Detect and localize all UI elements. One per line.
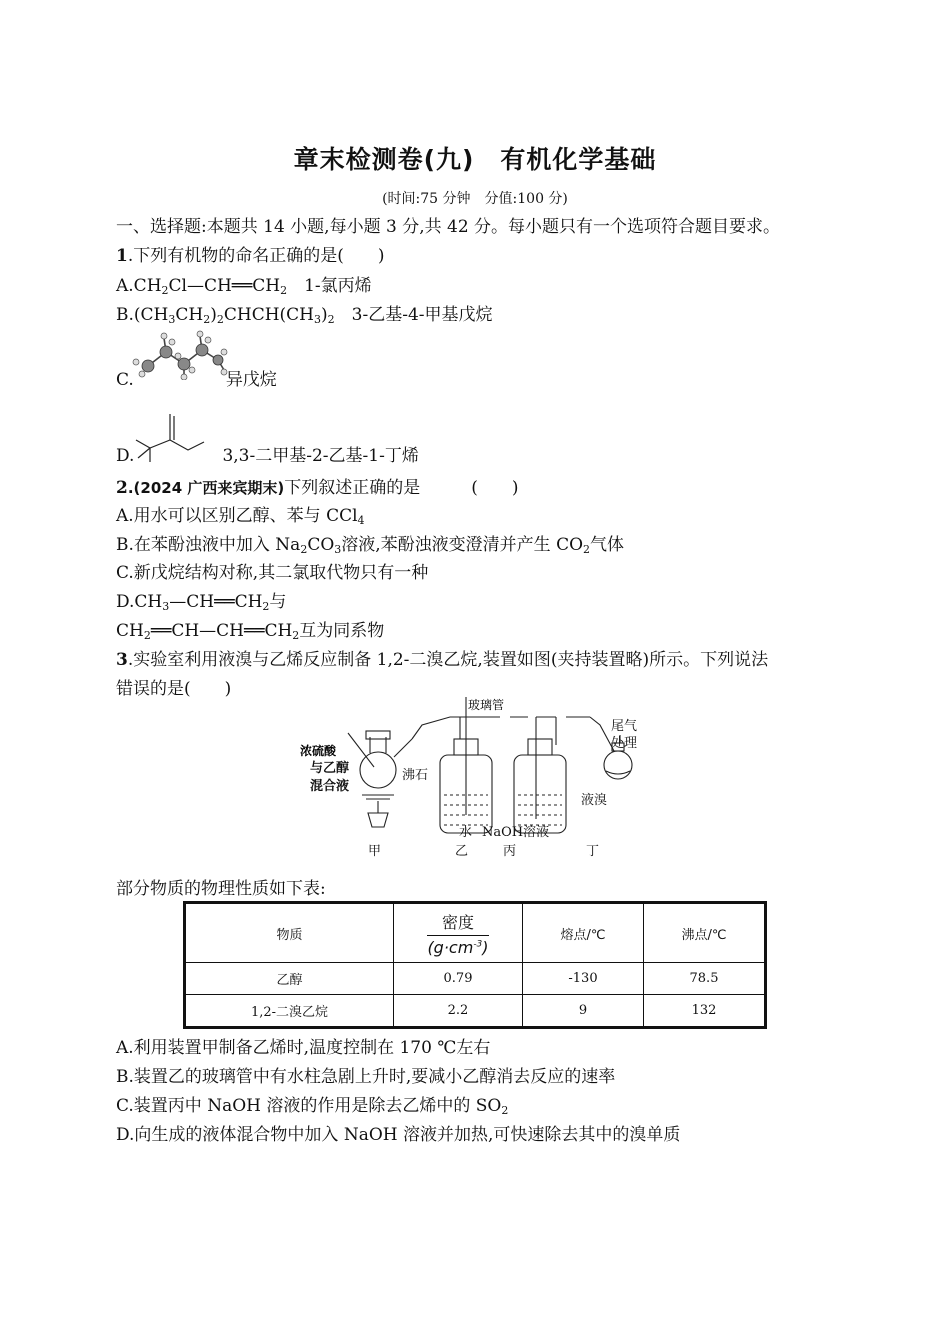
q2-option-d2 <box>116 620 384 642</box>
tail-gas-1: 尾气 <box>611 719 638 734</box>
q2-d2-rest: ══CH—CH══CH <box>150 621 293 641</box>
q3-option-d: D.向生成的液体混合物中加入 NaOH 溶液并加热,可快速除去其中的溴单质 <box>116 1125 681 1145</box>
q1-option-a <box>116 275 372 297</box>
q2-b-pre: B.在苯酚浊液中加入 Na <box>116 535 301 555</box>
label-naoh: NaOH溶液 <box>482 825 550 840</box>
q2-stem <box>116 477 519 499</box>
q1-option-c <box>116 369 277 391</box>
table-cell: -130 <box>523 963 644 995</box>
q3-option-c <box>116 1095 508 1117</box>
q2-option-c: C.新戊烷结构对称,其二氯取代物只有一种 <box>116 563 429 583</box>
label-jia: 甲 <box>368 844 382 859</box>
label-liquid-bromine: 液溴 <box>581 793 608 808</box>
q3-stem <box>116 649 768 671</box>
q1-b-name: 3-乙基-4-甲基戊烷 <box>334 305 493 325</box>
q2-d1-pre: D.CH <box>116 592 163 612</box>
table-cell: 2.2 <box>394 995 523 1028</box>
q1-d-label: D. <box>116 446 135 466</box>
q3-number: 3 <box>116 650 128 670</box>
label-ding: 丁 <box>586 844 600 859</box>
q1-c-label: C. <box>116 370 134 390</box>
th-boiling: 沸点/℃ <box>644 903 766 963</box>
q1-number: 1 <box>116 246 128 266</box>
density-unit: $(g\cdot cm^{-3})$ <box>427 937 489 957</box>
label-tail-gas <box>611 718 637 752</box>
label-bing: 丙 <box>503 844 517 859</box>
sub: 2 <box>143 629 151 642</box>
table-cell: 9 <box>523 995 644 1028</box>
q2-option-a <box>116 505 365 527</box>
sub: 3 <box>334 543 342 556</box>
table-cell: 乙醇 <box>185 963 394 995</box>
q1-d-name: 3,3-二甲基-2-乙基-1-丁烯 <box>222 446 419 466</box>
q1-option-b: $B.(CH_3CH_2)_2CHCH(CH_3)_2$ 3-乙基-4-甲基戊烷 <box>116 305 493 326</box>
q2-b-mid: CO <box>307 535 335 555</box>
q3-stem-2: 错误的是( ) <box>116 679 232 699</box>
q1-a-name: 1-氯丙烯 <box>287 276 372 296</box>
sub: 2 <box>300 543 308 556</box>
sub: 2 <box>583 543 591 556</box>
density-fraction <box>427 910 488 957</box>
sub: 2 <box>203 313 211 326</box>
sub: 2 <box>216 313 224 326</box>
q2-option-d1 <box>116 591 286 613</box>
q2-stem-text: 下列叙述正确的是 ( ) <box>284 478 519 498</box>
q3-option-a: A.利用装置甲制备乙烯时,温度控制在 170 ℃左右 <box>116 1038 491 1058</box>
th-density <box>394 903 523 963</box>
table-intro: 部分物质的物理性质如下表: <box>116 879 326 899</box>
q1-c-name: 异戊烷 <box>225 370 277 390</box>
sub: 2 <box>280 284 288 297</box>
q2-d1-end: 与 <box>269 592 287 612</box>
sub: 2 <box>161 284 169 297</box>
q2-option-b <box>116 534 624 556</box>
table-header-row <box>185 903 766 963</box>
sub: 2 <box>327 313 335 326</box>
q3-stem-text: .实验室利用液溴与乙烯反应制备 1,2-二溴乙烷,装置如图(夹持装置略)所示。下列说法 <box>127 650 769 670</box>
table-cell: 132 <box>644 995 766 1028</box>
apparatus-diagram <box>300 695 650 860</box>
label-mixture <box>310 742 349 796</box>
sub: 3 <box>168 313 176 326</box>
q3-c-text: C.装置丙中 NaOH 溶液的作用是除去乙烯中的 SO <box>116 1096 502 1116</box>
property-table <box>183 901 767 1029</box>
svg-text:玻璃管: 玻璃管 <box>468 698 505 712</box>
sub: 2 <box>262 600 270 613</box>
th-melting: 熔点/℃ <box>523 903 644 963</box>
sub: 4 <box>357 514 365 527</box>
th-substance: 物质 <box>185 903 394 963</box>
table-cell: 0.79 <box>394 963 523 995</box>
density-unit-text: (g·cm <box>427 937 474 957</box>
label-water: 水 <box>459 825 473 840</box>
q2-d2-end: 互为同系物 <box>299 621 385 641</box>
table-row <box>185 995 766 1028</box>
q2-number: 2 <box>116 478 128 498</box>
label-boiling-chips: 沸石 <box>402 768 429 783</box>
page-title: 章末检测卷(九) 有机化学基础 <box>293 145 657 174</box>
sub: 3 <box>314 313 321 326</box>
mix-3: 混合液 <box>310 779 350 794</box>
q1-a-rest: Cl—CH══CH <box>168 276 281 296</box>
q2-b-post: 溶液,苯酚浊液变澄清并产生 CO <box>341 535 584 555</box>
mix-2: 与乙醇 <box>310 761 350 776</box>
q1-b-pre: B.(CH <box>116 305 169 325</box>
tail-gas-2: 处理 <box>611 736 638 751</box>
section-heading: 一、选择题:本题共 14 小题,每小题 3 分,共 42 分。每小题只有一个选项符合题目要求。 <box>116 217 781 237</box>
sub: 2 <box>292 629 300 642</box>
q2-a-text: A.用水可以区别乙醇、苯与 CCl <box>116 506 358 526</box>
q2-d2-pre: CH <box>116 621 144 641</box>
table-row <box>185 963 766 995</box>
sub: 2 <box>501 1104 509 1117</box>
q1-stem-text: .下列有机物的命名正确的是( ) <box>127 246 385 266</box>
page-subtitle: (时间:75 分钟 分值:100 分) <box>382 191 568 207</box>
q2-source: .(2024 广西来宾期末) <box>127 479 285 497</box>
q1-a-pre: A.CH <box>116 276 162 296</box>
sub: 3 <box>162 600 170 613</box>
q1-stem <box>116 245 385 267</box>
q2-b-end: 气体 <box>590 535 625 555</box>
table-cell: 78.5 <box>644 963 766 995</box>
label-yi: 乙 <box>455 844 469 859</box>
density-exp: -3 <box>473 939 483 950</box>
q1-option-d <box>116 445 419 467</box>
label-mix1: 浓硫酸 <box>300 744 337 758</box>
table-cell: 1,2-二溴乙烷 <box>185 995 394 1028</box>
q3-option-b: B.装置乙的玻璃管中有水柱急剧上升时,要减小乙醇消去反应的速率 <box>116 1067 616 1087</box>
density-label: 密度 <box>427 910 488 936</box>
q2-d1-rest: —CH══CH <box>169 592 263 612</box>
